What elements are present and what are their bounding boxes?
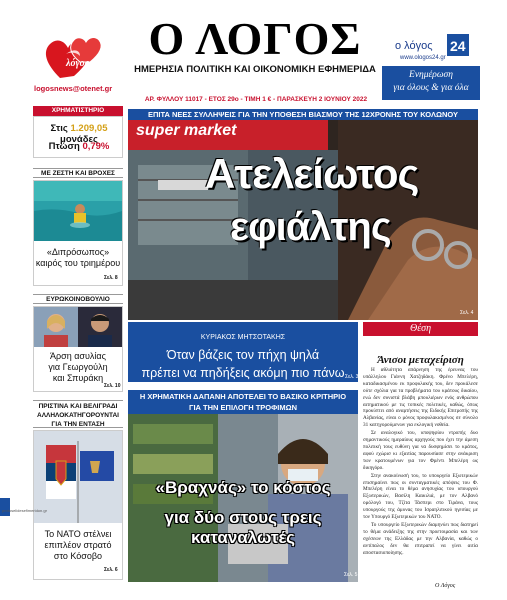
- hearts-logo-icon: [40, 26, 110, 84]
- euro-text-3: και Σπυράκη: [52, 373, 104, 383]
- main-page-ref: Σελ. 4: [460, 310, 474, 316]
- newspaper-title: Ο ΛΟΓΟΣ: [148, 13, 362, 64]
- tagline-line-2: για όλους & για όλα: [393, 83, 469, 93]
- quote-line-2: πρέπει να πηδήξεις ακόμη πιο πάνω: [141, 366, 345, 380]
- editorial-signature: Ο Λόγος: [435, 583, 456, 589]
- food-headline-line-2: για δύο στους τρεις καταναλωτές: [164, 508, 322, 547]
- kosovo-text-1: Το ΝΑΤΟ στέλνει: [44, 529, 112, 539]
- main-headline-line-2: εφιάλτης: [230, 205, 391, 249]
- euro-page-ref: Σελ. 10: [104, 383, 121, 389]
- tv-24-logo-icon: [447, 34, 469, 56]
- editorial-title: Άνισοι μεταχείριση: [377, 354, 464, 366]
- editorial-body: [363, 367, 478, 557]
- kosovo-text-2: επιπλέον στρατό: [44, 540, 112, 550]
- tv-logo-name: ο λόγος: [395, 40, 433, 52]
- kosovo-text-3: στο Κόσοβο: [53, 551, 103, 561]
- euro-text-2: για Γεωργούλη: [48, 362, 108, 372]
- flags-photo: [34, 431, 122, 523]
- kosovo-header: ΠΡΙΣΤΙΝΑ ΚΑΙ ΒΕΛΙΓΡΑΔΙ ΑΛΛΗΛΟΚΑΤΗΓΟΡΟΥΝΤΑΙ ΓΙΑ ΤΗΝ ΕΝΤΑΣΗ: [33, 400, 123, 428]
- quote-text: [128, 346, 358, 382]
- stock-suffix: μονάδες: [60, 134, 98, 145]
- euro-text-1: Άρση ασυλίας: [50, 351, 106, 361]
- stock-value: 1.209,05: [70, 123, 108, 134]
- tagline-line-1: Ενημέρωση: [409, 70, 453, 80]
- main-story-header: ΕΠΙΤΑ ΝΕΕΣ ΣΥΛΛΗΨΕΙΣ ΓΙΑ ΤΗΝ ΥΠΟΘΕΣΗ ΒΙΑΣΜΟΥ ΤΗΣ 12ΧΡΟΝΗΣ ΤΟΥ ΚΟΛΩΝΟΥ: [128, 109, 478, 120]
- tagline-box: [382, 66, 480, 100]
- shopper-photo: [128, 414, 358, 582]
- side-marker: [0, 498, 10, 516]
- issue-line: ΑΡ. ΦΥΛΛΟΥ 11017 - ΕΤΟΣ 29ο - ΤΙΜΗ 1 € - ΠΑΡΑΣΚΕΥΗ 2 ΙΟΥΝΙΟΥ 2022: [144, 96, 368, 103]
- editorial-paragraph: Στην ανακοίνωσή του, το υπουργείο Εξωτερικών επισημαίνει πως οι συνταγματικές απόψεις του Φ. Μπελέρη είναι το θέμα ανησυχίας του υπουργού Εξωτερικών, Βασίλη Καικιλιά, με τον Αλβανό ομόλογό του, Τζίτα Τάσπερι στο Τιράνα, τους υπουργούς της άμυνας του Ισραηλιτικού ηγεσίας με τον Υπουργό Εξωτερικών του ΝΑΤΟ.: [363, 472, 478, 521]
- quote-page-ref: Σελ. 3: [345, 374, 359, 380]
- stock-box: [33, 116, 123, 158]
- quote-author: ΚΥΡΙΑΚΟΣ ΜΗΤΣΟΤΑΚΗΣ: [200, 334, 286, 341]
- editorial-paragraph: Σε αναλογικό του, υποψηφίου ντροπής δυο σημαντικούς ημεραίους αρχηγούς που έχει την άμεση πολιτική τους ευθύνη για να δυσφημίσει το κράτος, αφού εχώρισ κι εξαιτίας παρουσίασε στην ανάκριση των κρατουμένων για τον Φρέντι Μπελέρη ως δικηγόρο.: [363, 430, 478, 471]
- stock-drop-value: 0,79%: [82, 141, 110, 152]
- food-page-ref: Σελ. 5: [344, 572, 358, 578]
- euro-header: ΕΥΡΩΚΟΙΝΟΒΟΥΛΙΟ: [33, 294, 123, 304]
- kosovo-page-ref: Σελ. 6: [104, 567, 118, 573]
- supermarket-sign: super market: [136, 122, 237, 139]
- svg-text:λόγος: λόγος: [66, 58, 90, 69]
- food-header-line-2: ΓΙΑ ΤΗΝ ΕΠΙΛΟΓΗ ΤΡΟΦΙΜΩΝ: [188, 403, 298, 412]
- swimmer-photo: [34, 181, 122, 241]
- tv-url: www.ologos24.gr: [400, 55, 446, 61]
- kosovo-card: [33, 430, 123, 580]
- politicians-photo: [34, 307, 122, 347]
- food-header: [128, 390, 358, 414]
- food-headline-line-1: «Βραχνάς» το κόστος: [155, 478, 331, 497]
- editorial-paragraph: Το υπουργείο Εξωτερικών διαμηνύει πως διατηρεί το θέμα ανάδειξης της στην προετοιμασία και των σχέσεων της Ελλάδας με την Αλβανία, καθώς ο αντίπαλος δεν θα επιτραπεί να γίνει αιτία αποστασιοποίησης.: [363, 521, 478, 556]
- stock-header: ΧΡΗΜΑΤΙΣΤΗΡΙΟ: [33, 106, 123, 116]
- heat-card: [33, 180, 123, 286]
- heat-header: ΜΕ ΖΕΣΤΗ ΚΑΙ ΒΡΟΧΕΣ: [33, 168, 123, 178]
- stock-prefix: Στις: [50, 123, 68, 134]
- food-header-line-1: Η ΧΡΗΜΑΤΙΚΗ ΔΑΠΑΝΗ ΑΠΟΤΕΛΕΙ ΤΟ ΒΑΣΙΚΟ ΚΡΙΤΗΡΙΟ: [139, 392, 347, 401]
- editorial-header: Θέση: [363, 322, 478, 336]
- stock-drop-label: Πτώση: [48, 141, 80, 152]
- svg-text:24: 24: [450, 38, 466, 54]
- euro-card: [33, 306, 123, 392]
- quote-line-1: Όταν βάζεις τον πήχη ψηλά: [166, 348, 320, 362]
- newspaper-subtitle: ΗΜΕΡΗΣΙΑ ΠΟΛΙΤΙΚΗ ΚΑΙ ΟΙΚΟΝΟΜΙΚΗ ΕΦΗΜΕΡΙΔΑ: [134, 64, 376, 75]
- editorial-paragraph: Η αθλιότητα απάρνηση της έρευνας του υπάλληλου Γιάννη Χατζηδάκη. Φρένο Μπελέρη, καταδικασμένου εκ προφυλακής του, δεν προκάλεσε ούτε σχόλια για τα προβλήματα του κράτους δικαίου, ενώ δεν συνιστά βλάβη μπουλιέρων ενός ανθρώπου αιτηματικού με τις τοπικές πολιτικές, καθώς, όπως προκύπτει από αναρτήσεις της Ειδικής Επιτροπής της Αλβανίας, είναι ο μόνος προφυλακισμένος σε σύνολο 31 κατηγορούμενων για εκλογική νοθεία.: [363, 367, 478, 429]
- side-source-text: protoselidesefimeridon.gr: [2, 508, 47, 513]
- stock-line-2: [34, 141, 124, 152]
- heat-text-1: «Διπρόσωπος»: [46, 247, 110, 257]
- heat-text-2: καιρός του τριημέρου: [35, 258, 121, 268]
- main-headline-line-1: Ατελείωτος: [205, 150, 419, 197]
- food-photo: [128, 414, 358, 582]
- heat-page-ref: Σελ. 8: [104, 275, 118, 281]
- contact-email: logosnews@otenet.gr: [34, 84, 113, 93]
